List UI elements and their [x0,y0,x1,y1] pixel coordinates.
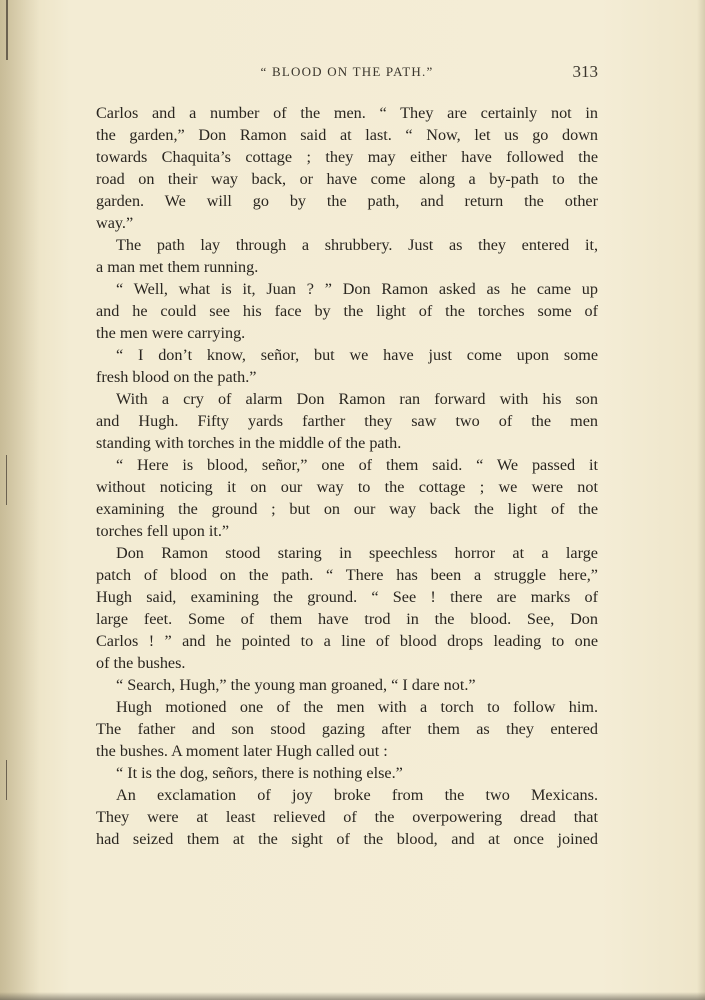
page-edge-bottom [0,992,705,1000]
text-line: without noticing it on our way to the cottage ; we were not [96,478,598,496]
text-line: the garden,” Don Ramon said at last. “ Now, let us go down [96,126,598,144]
body-text [96,102,598,850]
text-line: towards Chaquita’s cottage ; they may either have followed the [96,148,598,166]
text-line: The father and son stood gazing after them as they entered [96,720,598,738]
text-line: had seized them at the sight of the blood, and at once joined [96,830,598,848]
text-line: the men were carrying. [96,324,246,342]
margin-mark [6,760,7,800]
text-line: Carlos ! ” and he pointed to a line of blood drops leading to one [96,632,598,650]
text-line: “ I don’t know, señor, but we have just come upon some [116,346,598,364]
text-line: and he could see his face by the light of the torches some of [96,302,598,320]
page-edge-right [697,0,705,1000]
text-line: of the bushes. [96,654,186,672]
text-line: “ Well, what is it, Juan ? ” Don Ramon asked as he came up [116,280,598,298]
running-header [96,64,598,86]
text-line: road on their way back, or have come along a by-path to the [96,170,598,188]
text-line: They were at least relieved of the overpowering dread that [96,808,598,826]
text-line: “ Search, Hugh,” the young man groaned, “ I dare not.” [116,676,476,694]
text-line: the bushes. A moment later Hugh called out : [96,742,388,760]
text-line: Don Ramon stood staring in speechless horror at a large [116,544,598,562]
text-line: large feet. Some of them have trod in the blood. See, Don [96,610,598,628]
text-line: torches fell upon it.” [96,522,230,540]
text-line: examining the ground ; but on our way back the light of the [96,500,598,518]
page-number: 313 [572,62,598,81]
text-line: Hugh motioned one of the men with a torch to follow him. [116,698,598,716]
margin-mark [6,0,8,60]
text-line: “ It is the dog, señors, there is nothing else.” [116,764,403,782]
text-line: way.” [96,214,134,232]
text-line: standing with torches in the middle of the path. [96,434,402,452]
text-line: Carlos and a number of the men. “ They are certainly not in [96,104,598,122]
text-line: Hugh said, examining the ground. “ See ! there are marks of [96,588,598,606]
text-line: fresh blood on the path.” [96,368,257,386]
text-line: garden. We will go by the path, and return the other [96,192,598,210]
running-title: “ BLOOD ON THE PATH.” [260,64,434,79]
text-line: With a cry of alarm Don Ramon ran forward with his son [116,390,598,408]
text-line: An exclamation of joy broke from the two Mexicans. [116,786,598,804]
text-line: patch of blood on the path. “ There has been a struggle here,” [96,566,598,584]
text-line: “ Here is blood, señor,” one of them said. “ We passed it [116,456,598,474]
margin-mark [6,455,7,505]
text-line: and Hugh. Fifty yards farther they saw two of the men [96,412,598,430]
text-line: a man met them running. [96,258,259,276]
text-line: The path lay through a shrubbery. Just as they entered it, [116,236,598,254]
